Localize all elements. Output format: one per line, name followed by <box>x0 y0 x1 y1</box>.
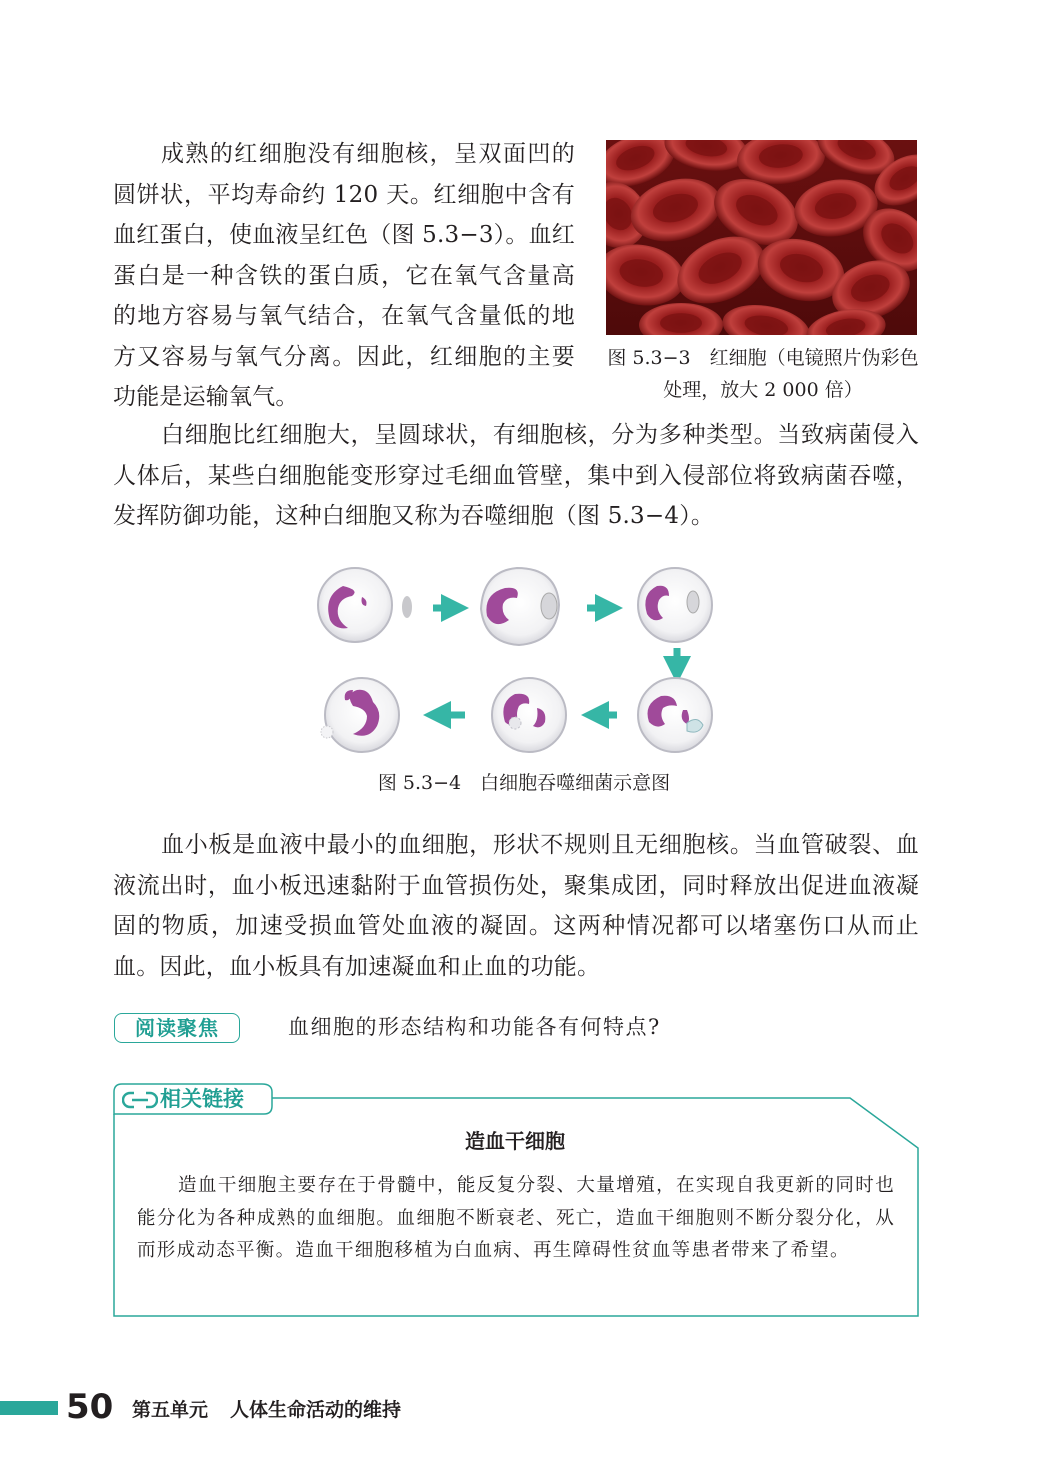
wbc-stage-2 <box>481 568 559 645</box>
link-icon <box>122 1090 158 1110</box>
wbc-stage-4 <box>638 678 712 752</box>
figure-caption-rbc: 图 5.3−3 红细胞（电镜照片伪彩色处理，放大 2 000 倍） <box>607 347 919 401</box>
wbc-stage-6 <box>321 678 399 752</box>
unit-label: 第五单元 <box>132 1399 209 1421</box>
reading-focus-badge: 阅读聚焦 <box>114 1013 240 1043</box>
red-blood-cell-image <box>606 140 917 335</box>
paragraph-red-blood-cell: 成熟的红细胞没有细胞核，呈双面凹的圆饼状，平均寿命约 120 天。红细胞中含有血红蛋白，使血液呈红色（图 5.3−3）。血红蛋白是一种含铁的蛋白质，它在氧气含量高的地方容易与氧气结合，在氧气含量低的地方又容易与氧气分离。因此，红细胞的主要功能是运输氧气。 <box>113 141 575 410</box>
paragraph-white-blood-cell: 白细胞比红细胞大，呈圆球状，有细胞核，分为多种类型。当致病菌侵入人体后，某些白细胞能变形穿过毛细血管壁，集中到入侵部位将致病菌吞噬，发挥防御功能，这种白细胞又称为吞噬细胞（图 5.3−4）。 <box>113 422 919 529</box>
wbc-stage-3 <box>638 568 712 642</box>
phagocytosis-diagram <box>305 558 725 763</box>
related-link-title: 造血干细胞 <box>465 1129 565 1153</box>
red-blood-cell-micrograph <box>606 140 917 335</box>
unit-title: 人体生命活动的维持 <box>230 1399 402 1421</box>
reading-focus-question: 血细胞的形态结构和功能各有何特点? <box>288 1015 661 1039</box>
figure-caption-phagocytosis: 图 5.3−4 白细胞吞噬细菌示意图 <box>377 772 671 794</box>
related-link-body: 造血干细胞主要存在于骨髓中，能反复分裂、大量增殖，在实现自我更新的同时也能分化为各种成熟的血细胞。血细胞不断衰老、死亡，造血干细胞则不断分裂分化，从而形成动态平衡。造血干细胞移植为白血病、再生障碍性贫血等患者带来了希望。 <box>137 1175 895 1261</box>
paragraph-platelet: 血小板是血液中最小的血细胞，形状不规则且无细胞核。当血管破裂、血液流出时，血小板迅速黏附于血管损伤处，聚集成团，同时释放出促进血液凝固的物质，加速受损血管处血液的凝固。这两种情况都可以堵塞伤口从而止血。因此，血小板具有加速凝血和止血的功能。 <box>113 832 919 980</box>
footer-accent-bar <box>0 1401 58 1415</box>
page-number: 50 <box>66 1387 114 1427</box>
related-link-label: 相关链接 <box>160 1087 244 1111</box>
wbc-stage-5 <box>492 678 566 752</box>
wbc-stage-1 <box>318 568 412 642</box>
